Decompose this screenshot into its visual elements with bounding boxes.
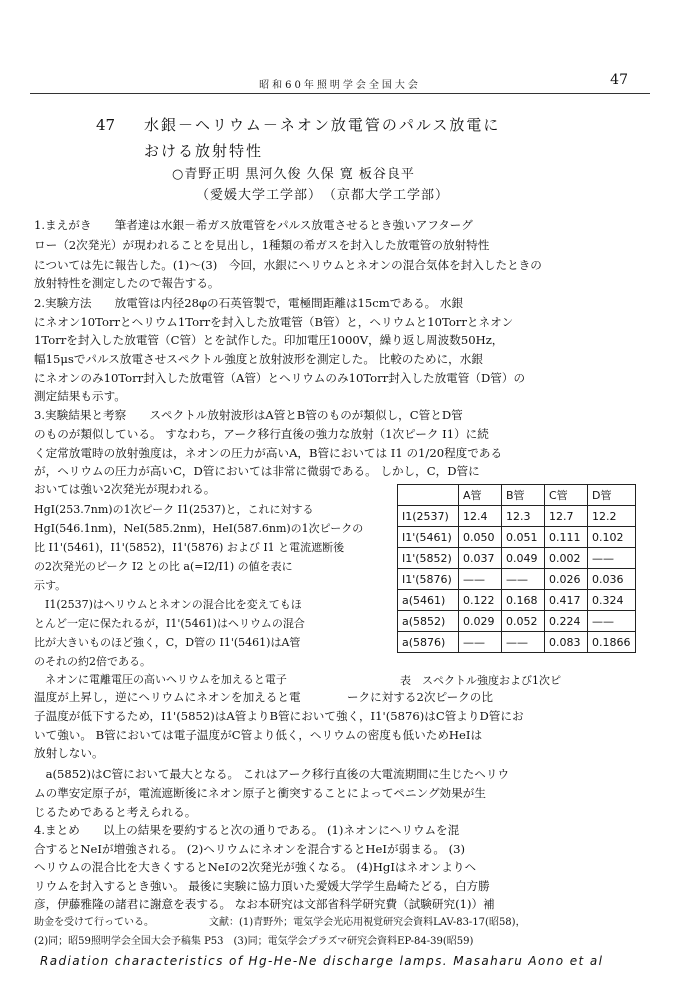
table-cell: 0.324	[588, 590, 636, 611]
table-cell: 12.4	[459, 506, 502, 527]
body-line: いて強い。 B管においては電子温度がC管より低く，ヘリウムの密度も低いためHeIは	[34, 728, 483, 742]
row-label: a(5852)	[398, 611, 459, 632]
body-line: 4.まとめ 以上の結果を要約すると次の通りである。 (1)ネオンにヘリウムを混	[34, 823, 460, 837]
row-label: I1'(5876)	[398, 569, 459, 590]
left-column-line: とんど一定に保たれるが，I1'(5461)はヘリウムの混合	[34, 617, 305, 630]
left-column-line: HgI(253.7nm)の1次ピーク I1(2537)と，これに対する	[34, 503, 314, 516]
left-column-line: 示す。	[34, 579, 67, 592]
table-cell: 0.102	[588, 527, 636, 548]
column-header: D管	[588, 485, 636, 506]
table-cell: 0.036	[588, 569, 636, 590]
table-cell: 12.2	[588, 506, 636, 527]
body-line: 幅15μsでパルス放電させスペクトル強度と放射波形を測定した。 比較のために，水銀	[34, 352, 483, 366]
table-cell: 0.037	[459, 548, 502, 569]
table-cell: 0.168	[502, 590, 545, 611]
table-cell: 0.049	[502, 548, 545, 569]
table-cell: ——	[588, 611, 636, 632]
table-cell: 0.224	[545, 611, 588, 632]
table-header-row	[398, 485, 636, 506]
body-line: 温度が上昇し，逆にヘリウムにネオンを加えると電 ークに対する2次ピークの比	[34, 690, 493, 704]
left-column-line: の2次発光のピーク I2 との比 a(=I2/I1) の値を表に	[34, 560, 293, 573]
body-line: 1.まえがき 筆者達は水銀－希ガス放電管をパルス放電させるとき強いアフターグ	[34, 218, 473, 232]
column-header: B管	[502, 485, 545, 506]
table-cell: 0.417	[545, 590, 588, 611]
paper-number: 47	[96, 116, 116, 134]
header-rule	[30, 93, 650, 94]
body-line: 合するとNeIが増強される。 (2)ヘリウムにネオンを混合するとHeIが弱まる。 (3)	[34, 842, 466, 856]
body-line: にネオンのみ10Torr封入した放電管（A管）とヘリウムのみ10Torr封入した放電管（D管）の	[34, 371, 526, 385]
english-title: Radiation characteristics of Hg-He-Ne discharge lamps. Masaharu Aono et al	[40, 954, 604, 968]
table-row	[398, 611, 636, 632]
table-cell: 0.050	[459, 527, 502, 548]
body-line: く定常放電時の放射強度は，ネオンの圧力が高いA，B管においては I1 の1/20程度である	[34, 446, 503, 460]
results-table	[397, 484, 636, 653]
left-column-line: のそれの約2倍である。	[34, 655, 151, 668]
table-cell: 0.052	[502, 611, 545, 632]
paper-title-line-1: 水銀－ヘリウム－ネオン放電管のパルス放電に	[144, 116, 501, 134]
body-line: 放射特性を測定したので報告する。	[34, 276, 220, 290]
body-line: については先に報告した。(1)～(3) 今回，水銀にヘリウムとネオンの混合気体を封入したときの	[34, 258, 542, 272]
authors: ○青野正明 黒河久俊 久保 寛 板谷良平	[172, 167, 415, 182]
body-line: ヘリウムの混合比を大きくするとNeIの2次発光が強くなる。 (4)HgIはネオンよりヘ	[34, 860, 477, 874]
conference-header: 昭和60年照明学会全国大会	[259, 80, 421, 91]
table-cell: 12.7	[545, 506, 588, 527]
left-column-line: 比が大きいものほど強く，C，D管の I1'(5461)はA管	[34, 636, 301, 649]
left-column-line: 比 I1'(5461)，I1'(5852)，I1'(5876) および I1 と電流遮断後	[34, 541, 345, 554]
left-column-line: I1(2537)はヘリウムとネオンの混合比を変えてもほ	[34, 598, 302, 611]
body-line: ムの準安定原子が，電流遮断後にネオン原子と衝突することによってペニング効果が生	[34, 786, 486, 800]
table-cell: ——	[502, 569, 545, 590]
body-line: 子温度が低下するため，I1'(5852)はA管よりB管において強く，I1'(5876)はC管よりD管にお	[34, 709, 524, 723]
table-cell: 0.029	[459, 611, 502, 632]
table-cell: ——	[459, 569, 502, 590]
table-row	[398, 632, 636, 653]
table-cell: 0.002	[545, 548, 588, 569]
table-row	[398, 569, 636, 590]
body-line: 3.実験結果と考察 スペクトル放射波形はA管とB管のものが類似し，C管とD管	[34, 408, 463, 422]
paper-title-line-2: おける放射特性	[144, 142, 264, 160]
body-line: のものが類似している。 すなわち，アーク移行直後の強力な放射（1次ピーク I1）に続	[34, 427, 489, 441]
references-line: (2)同；昭59照明学会全国大会予稿集 P53 (3)同；電気学会プラズマ研究会資料EP-84-39(昭59)	[34, 936, 474, 947]
body-line: a(5852)はC管において最大となる。 これはアーク移行直後の大電流期間に生じたヘリウ	[34, 767, 510, 781]
row-label: a(5461)	[398, 590, 459, 611]
table-row	[398, 590, 636, 611]
row-label: a(5876)	[398, 632, 459, 653]
table-cell: ——	[459, 632, 502, 653]
table-cell: ——	[502, 632, 545, 653]
table-row	[398, 506, 636, 527]
body-line: おいては強い2次発光が現われる。	[34, 482, 216, 496]
body-line: じるためであると考えられる。	[34, 805, 197, 819]
table-cell: 0.1866	[588, 632, 636, 653]
body-line: が，ヘリウムの圧力が高いC，D管においては非常に微弱である。 しかし，C，D管に	[34, 464, 480, 478]
column-header: A管	[459, 485, 502, 506]
body-line: リウムを封入するとき強い。 最後に実験に協力頂いた愛媛大学学生島崎たどる，白方勝	[34, 879, 490, 893]
body-line: 2.実験方法 放電管は内径28φの石英管製で，電極間距離は15cmである。 水銀	[34, 296, 464, 310]
body-line: 放射しない。	[34, 746, 104, 760]
table-cell: 12.3	[502, 506, 545, 527]
row-label: I1'(5461)	[398, 527, 459, 548]
page-number: 47	[610, 72, 628, 88]
table-corner-cell	[398, 485, 459, 506]
body-line: ロー（2次発光）が現われることを見出し，1種類の希ガスを封入した放電管の放射特性	[34, 238, 490, 252]
table-row	[398, 527, 636, 548]
table-cell: 0.122	[459, 590, 502, 611]
body-line: にネオン10Torrとヘリウム1Torrを封入した放電管（B管）と，ヘリウムと10Torrとネオン	[34, 315, 514, 329]
table-cell: 0.051	[502, 527, 545, 548]
table-cell: 0.111	[545, 527, 588, 548]
table-cell: 0.083	[545, 632, 588, 653]
table-row	[398, 548, 636, 569]
table-caption: 表 スペクトル強度および1次ピ	[400, 674, 561, 687]
row-label: I1'(5852)	[398, 548, 459, 569]
left-column-line: ネオンに電離電圧の高いヘリウムを加えると電子	[34, 673, 287, 686]
affiliations: （愛媛大学工学部） （京都大学工学部）	[196, 188, 450, 203]
body-line: 1Torrを封入した放電管（C管）とを試作した。印加電圧1000V，繰り返し周波数50Hz，	[34, 333, 504, 347]
column-header: C管	[545, 485, 588, 506]
table-cell: ——	[588, 548, 636, 569]
body-line: 彦，伊藤雅隆の諸君に謝意を表する。 なお本研究は文部省科学研究費（試験研究(1)）補	[34, 897, 495, 911]
left-column-line: HgI(546.1nm)，NeI(585.2nm)，HeI(587.6nm)の1次ピークの	[34, 522, 364, 535]
table-cell: 0.026	[545, 569, 588, 590]
body-line: 測定結果も示す。	[34, 389, 126, 403]
row-label: I1(2537)	[398, 506, 459, 527]
references-line: 助金を受けて行っている。 文献：(1)青野外；電気学会光応用視覚研究会資料LAV-83-17(昭58)，	[34, 917, 526, 928]
